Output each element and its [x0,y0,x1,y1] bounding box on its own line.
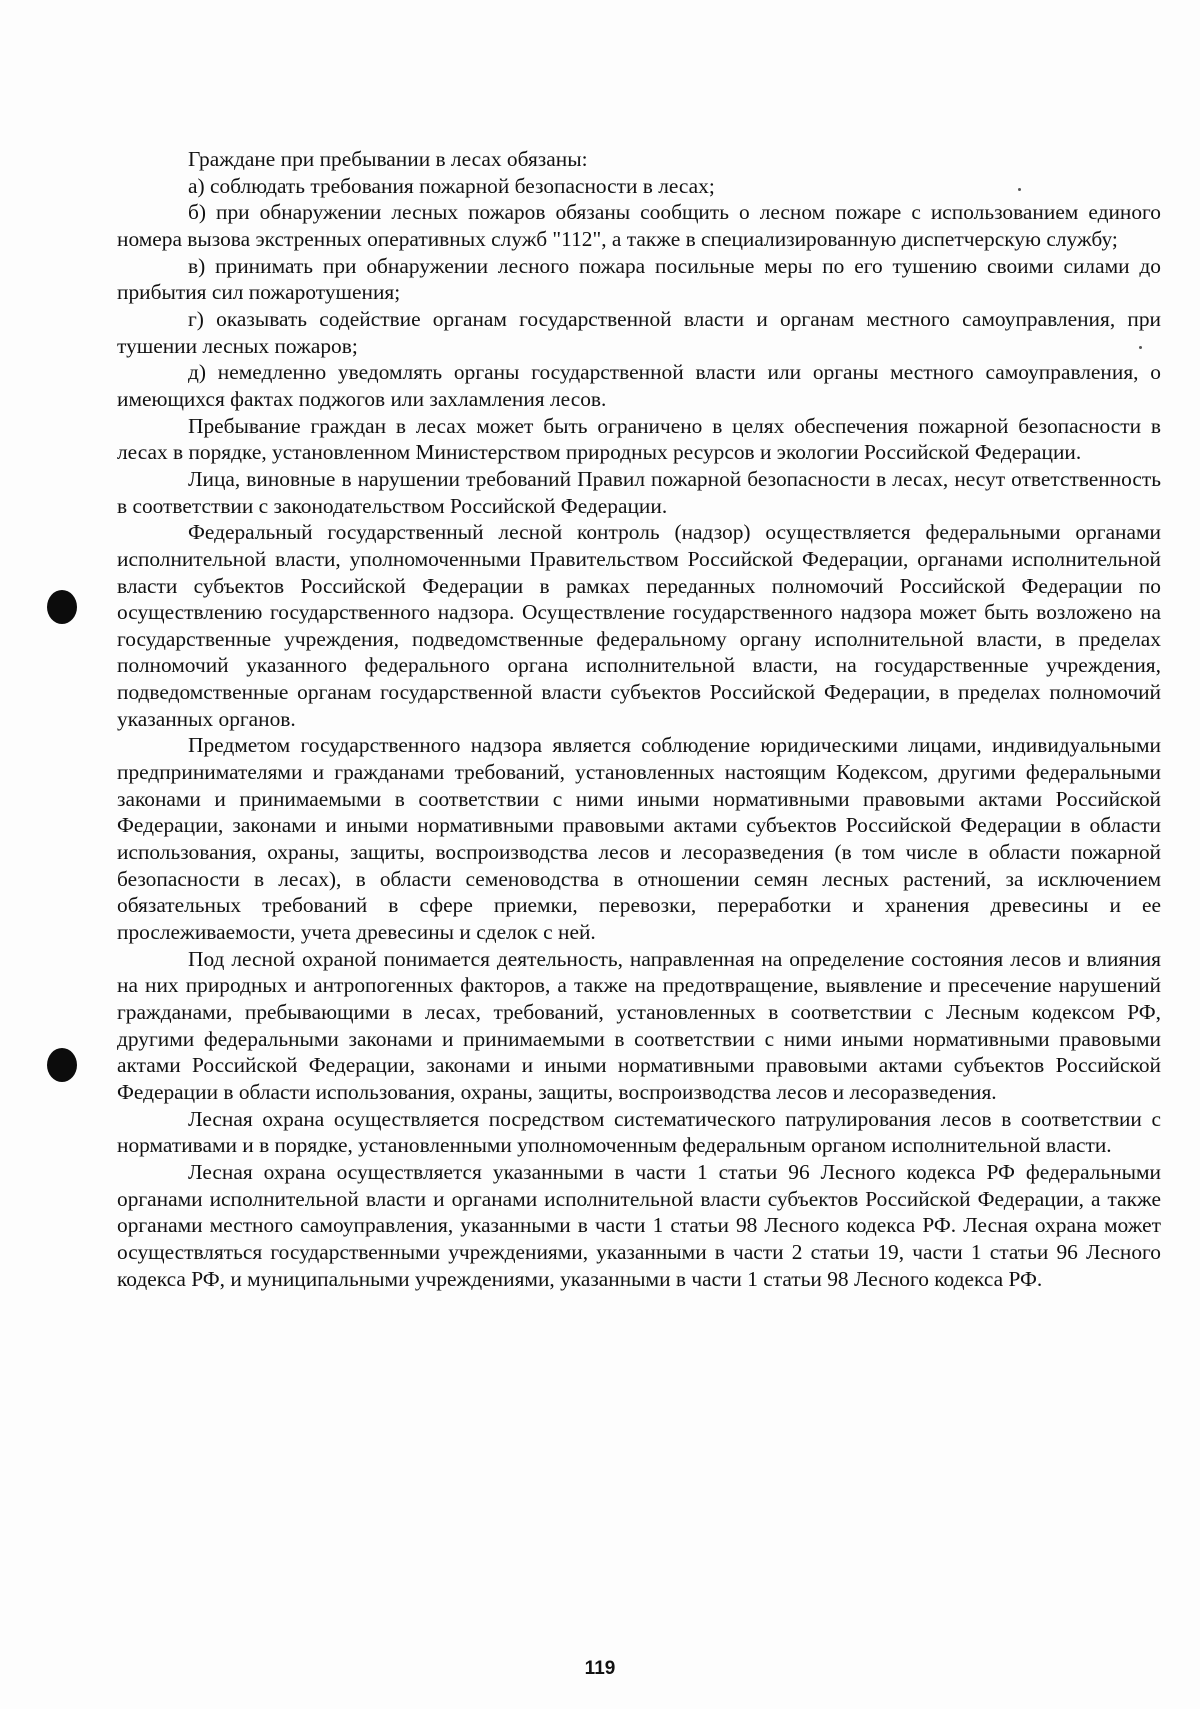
paragraph-obligations-intro: Граждане при пребывании в лесах обязаны: [188,147,588,171]
paragraph-item-a: а) соблюдать требования пожарной безопасности в лесах; [188,173,715,198]
paragraph-item-v: в) принимать при обнаружении лесного пожара посильные меры по его тушению своими силами до прибытия сил пожаротушения; [117,253,1161,305]
paragraph-protection-bodies: Лесная охрана осуществляется указанными в части 1 статьи 96 Лесного кодекса РФ федеральными органами исполнительной власти и органами исполнительной власти субъектов Российской Федерации, а также органами местного самоуправления, указанными в части 1 статьи 98 Лесного кодекса РФ. Лесная охрана может осуществляться государственными учреждениями, указанными в части 2 статьи 19, части 1 статьи 96 Лесного кодекса РФ, и муниципальными учреждениями, указанными в части 1 статьи 98 Лесного кодекса РФ. [117,1159,1161,1291]
paragraph-subject-of-supervision: Предметом государственного надзора является соблюдение юридическими лицами, индивидуальными предпринимателями и гражданами требований, установленных настоящим Кодексом, другими федеральными законами и принимаемыми в соответствии с ними иными нормативными правовыми актами Российской Федерации, законами и иными нормативными правовыми актами субъектов Российской Федерации в области использования, охраны, защиты, воспроизводства лесов и лесоразведения (в том числе в области пожарной безопасности в лесах), в области семеноводства в отношении семян лесных растений, за исключением обязательных требований в сфере приемки, перевозки, переработки и хранения древесины и ее прослеживаемости, учета древесины и сделок с ней. [117,733,1161,945]
page-number: 119 [584,1658,616,1679]
paragraph-forest-protection-definition: Под лесной охраной понимается деятельность, направленная на определение состояния лесов и влияния на них природных и антропогенных факторов, а также на предотвращение, выявление и пресечение нарушений гражданами, пребывающими в лесах, требований, установленных в соответствии с Лесным кодексом РФ, другими федеральными законами и принимаемыми в соответствии с ними иными нормативными правовыми актами Российской Федерации, законами и иными нормативными правовыми актами субъектов Российской Федерации в области использования, охраны, защиты, воспроизводства лесов и лесоразведения. [117,946,1161,1104]
paragraph-item-b: б) при обнаружении лесных пожаров обязаны сообщить о лесном пожаре с использованием единого номера вызова экстренных оперативных служб "112", а также в специализированную диспетчерскую службу; [117,200,1161,251]
paragraph-patrolling: Лесная охрана осуществляется посредством систематического патрулирования лесов в соответствии с нормативами и в порядке, установленными уполномоченным федеральным органом исполнительной власти. [117,1106,1161,1158]
paragraph-federal-control: Федеральный государственный лесной контроль (надзор) осуществляется федеральными органами исполнительной власти, уполномоченными Правительством Российской Федерации, органами исполнительной власти субъектов Российской Федерации в рамках переданных полномочий Российской Федерации по осуществлению государственного надзора. Осуществление государственного надзора может быть возложено на государственные учреждения, подведомственные федеральному органу исполнительной власти, в пределах полномочий указанного федерального органа исполнительной власти, на государственные учреждения, подведомственные органам государственной власти субъектов Российской Федерации, в пределах полномочий указанных органов. [117,520,1161,731]
paragraph-stay-restriction: Пребывание граждан в лесах может быть ограничено в целях обеспечения пожарной безопасности в лесах в порядке, установленном Министерством природных ресурсов и экологии Российской Федерации. [117,413,1161,465]
body-text [117,146,1161,1292]
punch-hole-top [47,590,77,624]
paragraph-item-g: г) оказывать содействие органам государственной власти и органам местного самоуправления, при тушении лесных пожаров; [117,306,1161,358]
paragraph-item-d: д) немедленно уведомлять органы государственной власти или органы местного самоуправления, о имеющихся фактах поджогов или захламления лесов. [117,360,1161,411]
paragraph-liability: Лица, виновные в нарушении требований Правил пожарной безопасности в лесах, несут ответственность в соответствии с законодательством Российской Федерации. [117,466,1161,518]
punch-hole-bottom [47,1048,77,1082]
